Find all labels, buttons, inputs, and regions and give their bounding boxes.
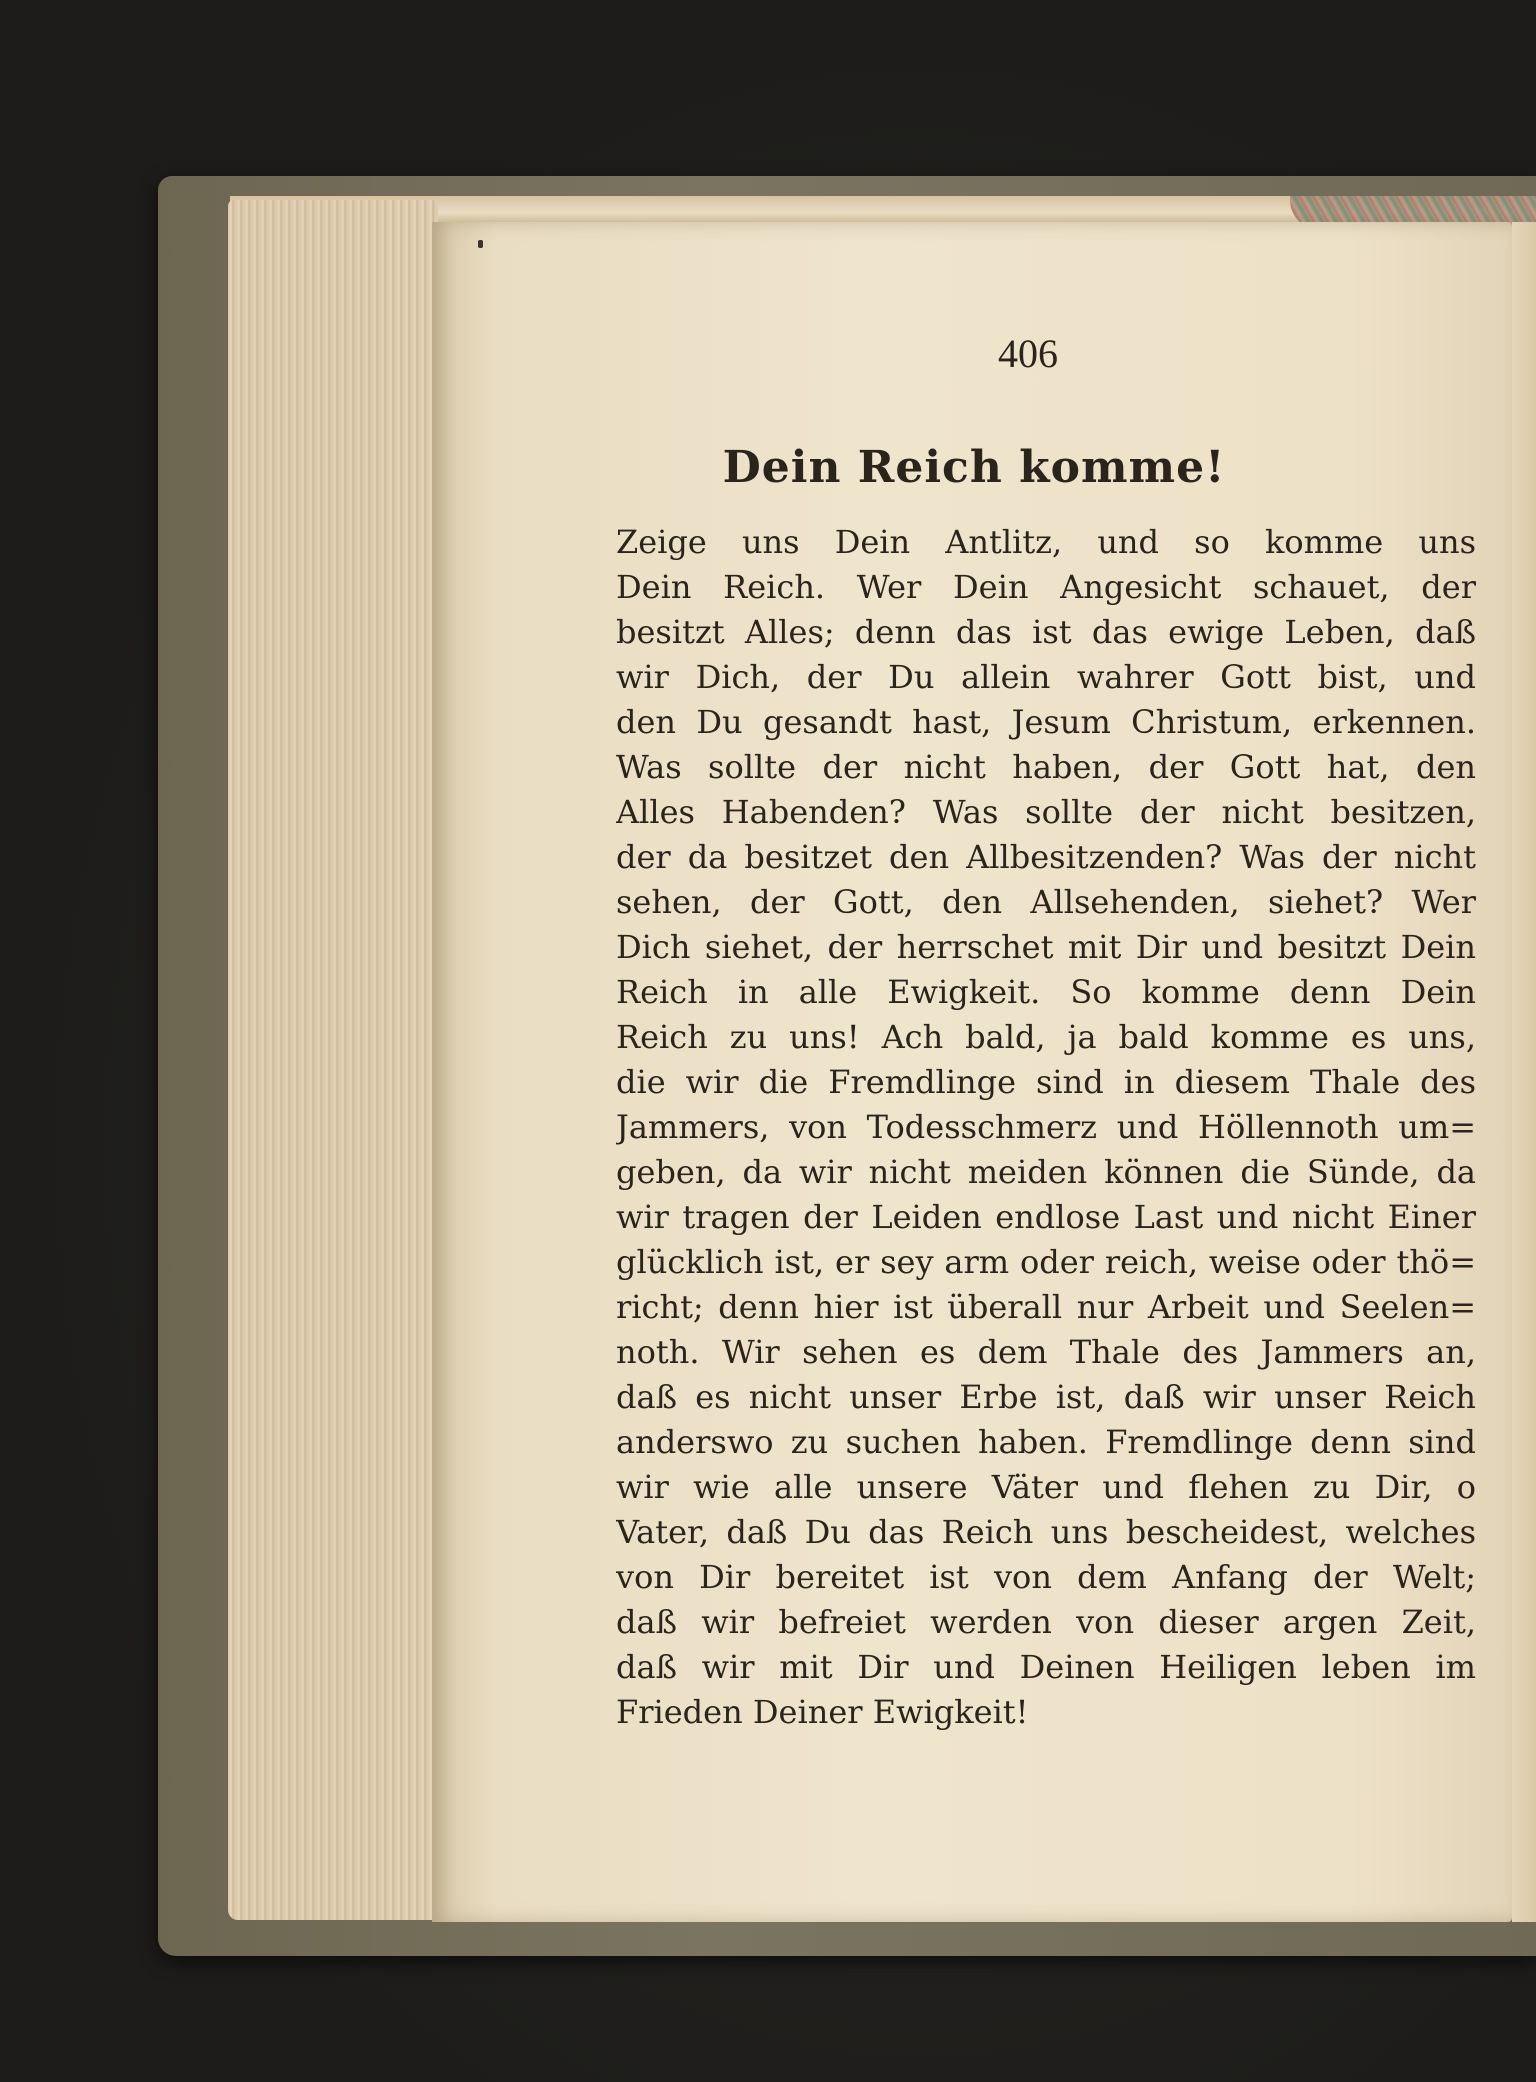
- text-line: wir tragen der Leiden endlose Last und nicht Einer: [616, 1198, 1476, 1236]
- text-line: anderswo zu suchen haben. Fremdlinge denn sind: [616, 1423, 1476, 1461]
- text-line: Zeige uns Dein Antlitz, und so komme uns: [616, 523, 1476, 561]
- text-line: sehen, der Gott, den Allsehenden, siehet? Wer: [616, 883, 1476, 921]
- text-line: wir Dich, der Du allein wahrer Gott bist, und: [616, 658, 1476, 696]
- text-line: Reich in alle Ewigkeit. So komme denn Dein: [616, 973, 1476, 1011]
- text-line: Dein Reich. Wer Dein Angesicht schauet, der: [616, 568, 1476, 606]
- text-line: daß es nicht unser Erbe ist, daß wir unser Reich: [616, 1378, 1476, 1416]
- text-line: Reich zu uns! Ach bald, ja bald komme es uns,: [616, 1018, 1476, 1056]
- text-line: daß wir befreiet werden von dieser argen Zeit,: [616, 1603, 1476, 1641]
- body-text: [616, 520, 1476, 1735]
- page-stack: [228, 200, 438, 1920]
- text-line: Dich siehet, der herrschet mit Dir und besitzt Dein: [616, 928, 1476, 966]
- text-line: besitzt Alles; denn das ist das ewige Leben, daß: [616, 613, 1476, 651]
- text-line: geben, da wir nicht meiden können die Sünde, da: [616, 1153, 1476, 1191]
- page-speck: [478, 240, 483, 248]
- text-line: von Dir bereitet ist von dem Anfang der Welt;: [616, 1558, 1476, 1596]
- text-line: der da besitzet den Allbesitzenden? Was der nicht: [616, 838, 1476, 876]
- text-line: die wir die Fremdlinge sind in diesem Thale des: [616, 1063, 1476, 1101]
- text-line: Jammers, von Todesschmerz und Höllennoth um=: [616, 1108, 1476, 1146]
- text-line: Frieden Deiner Ewigkeit!: [616, 1693, 1029, 1731]
- text-line: noth. Wir sehen es dem Thale des Jammers an,: [616, 1333, 1476, 1371]
- text-line: Alles Habenden? Was sollte der nicht besitzen,: [616, 793, 1476, 831]
- text-line: wir wie alle unsere Väter und flehen zu Dir, o: [616, 1468, 1476, 1506]
- page-heading: Dein Reich komme!: [722, 442, 1226, 493]
- text-line: glücklich ist, er sey arm oder reich, weise oder thö=: [616, 1243, 1476, 1281]
- text-line: daß wir mit Dir und Deinen Heiligen leben im: [616, 1648, 1476, 1686]
- text-line: den Du gesandt hast, Jesum Christum, erkennen.: [616, 703, 1476, 741]
- text-line: Vater, daß Du das Reich uns bescheidest, welches: [616, 1513, 1476, 1551]
- text-line: Was sollte der nicht haben, der Gott hat, den: [616, 748, 1476, 786]
- page-number: 406: [998, 331, 1058, 376]
- page-fore-edge: [1512, 222, 1536, 1922]
- text-line: richt; denn hier ist überall nur Arbeit und Seelen=: [616, 1288, 1476, 1326]
